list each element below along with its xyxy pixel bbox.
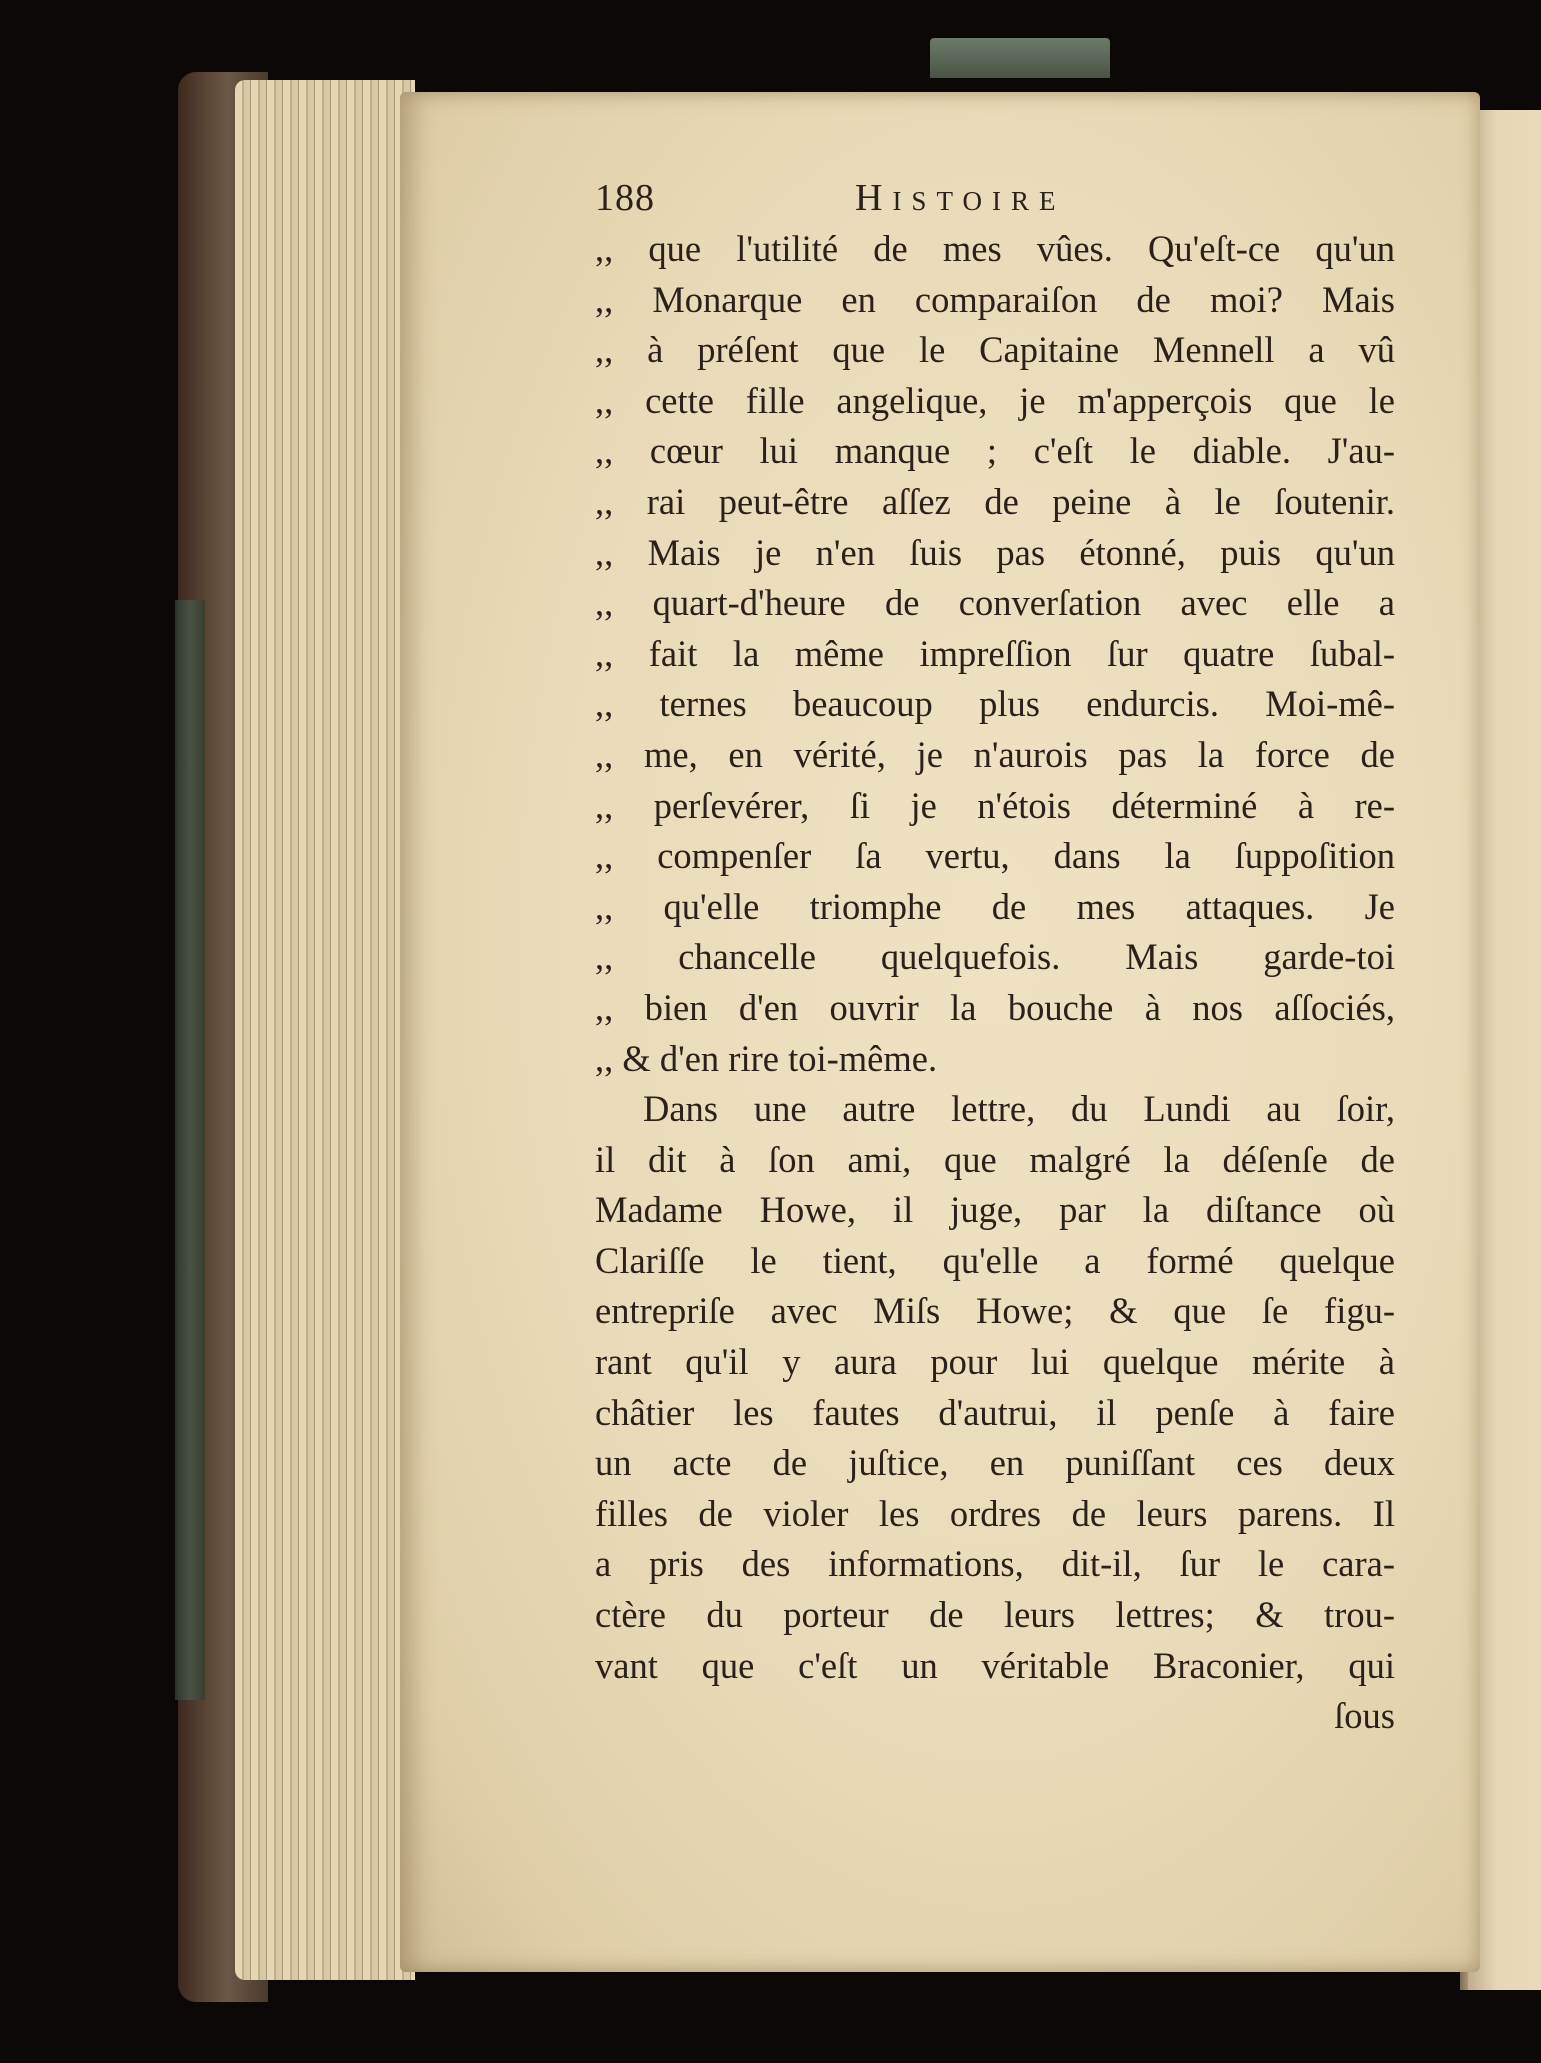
text-line: ,, ternes beaucoup plus endurcis. Moi-mê- (595, 683, 1395, 725)
text-line: ,, fait la même impreſſion ſur quatre ſubal- (595, 632, 1395, 674)
text-line: Clariſſe le tient, qu'elle a formé quelque (595, 1239, 1395, 1281)
text-line: il dit à ſon ami, que malgré la déſenſe de (595, 1138, 1395, 1180)
headband-tab (930, 38, 1110, 78)
text-line: ,, à préſent que le Capitaine Mennell a vû (595, 329, 1395, 371)
text-line: ,, cette fille angelique, je m'apperçois que le (595, 379, 1395, 421)
text-line: ,, bien d'en ouvrir la bouche à nos aſſociés, (595, 986, 1395, 1028)
text-line: châtier les fautes d'autrui, il penſe à faire (595, 1391, 1395, 1433)
text-line: Madame Howe, il juge, par la diſtance où (595, 1189, 1395, 1231)
text-line: ctère du porteur de leurs lettres; & trou- (595, 1594, 1395, 1636)
page-header (595, 168, 1395, 224)
text-line: vant que c'eſt un véritable Braconier, qui (595, 1644, 1395, 1686)
text-line: ,, rai peut-être aſſez de peine à le ſoutenir. (595, 480, 1395, 522)
text-line: ,, quart-d'heure de converſation avec elle a (595, 582, 1395, 624)
catchword: ſous (1334, 1695, 1395, 1737)
text-line: a pris des informations, dit-il, ſur le cara- (595, 1543, 1395, 1585)
text-line: ,, me, en vérité, je n'aurois pas la force de (595, 733, 1395, 775)
text-line: ,, qu'elle triomphe de mes attaques. Je (595, 885, 1395, 927)
text-line: un acte de juſtice, en puniſſant ces deux (595, 1442, 1395, 1484)
text-line: ,, Monarque en comparaiſon de moi? Mais (595, 278, 1395, 320)
body-text (595, 224, 1395, 1691)
page-text-block (595, 168, 1395, 1741)
text-line: filles de violer les ordres de leurs parens. Il (595, 1492, 1395, 1534)
text-line: ,, cœur lui manque ; c'eſt le diable. J'au- (595, 430, 1395, 472)
text-line: ,, chancelle quelquefois. Mais garde-toi (595, 936, 1395, 978)
text-line: ,, compenſer ſa vertu, dans la ſuppoſition (595, 835, 1395, 877)
page-number: 188 (595, 177, 655, 219)
text-line: entrepriſe avec Miſs Howe; & que ſe figu- (595, 1290, 1395, 1332)
text-line: ,, perſevérer, ſi je n'étois déterminé à re- (595, 784, 1395, 826)
running-head: Histoire (855, 177, 1066, 219)
text-line: rant qu'il y aura pour lui quelque mérite à (595, 1341, 1395, 1383)
page-edges (235, 80, 415, 1980)
text-line: Dans une autre lettre, du Lundi au ſoir, (643, 1088, 1395, 1130)
text-line: ,, & d'en rire toi-même. (595, 1037, 938, 1079)
cover-marbled-board (175, 600, 205, 1700)
text-line: ,, Mais je n'en ſuis pas étonné, puis qu'un (595, 531, 1395, 573)
text-line: ,, que l'utilité de mes vûes. Qu'eſt-ce qu'un (595, 228, 1395, 269)
